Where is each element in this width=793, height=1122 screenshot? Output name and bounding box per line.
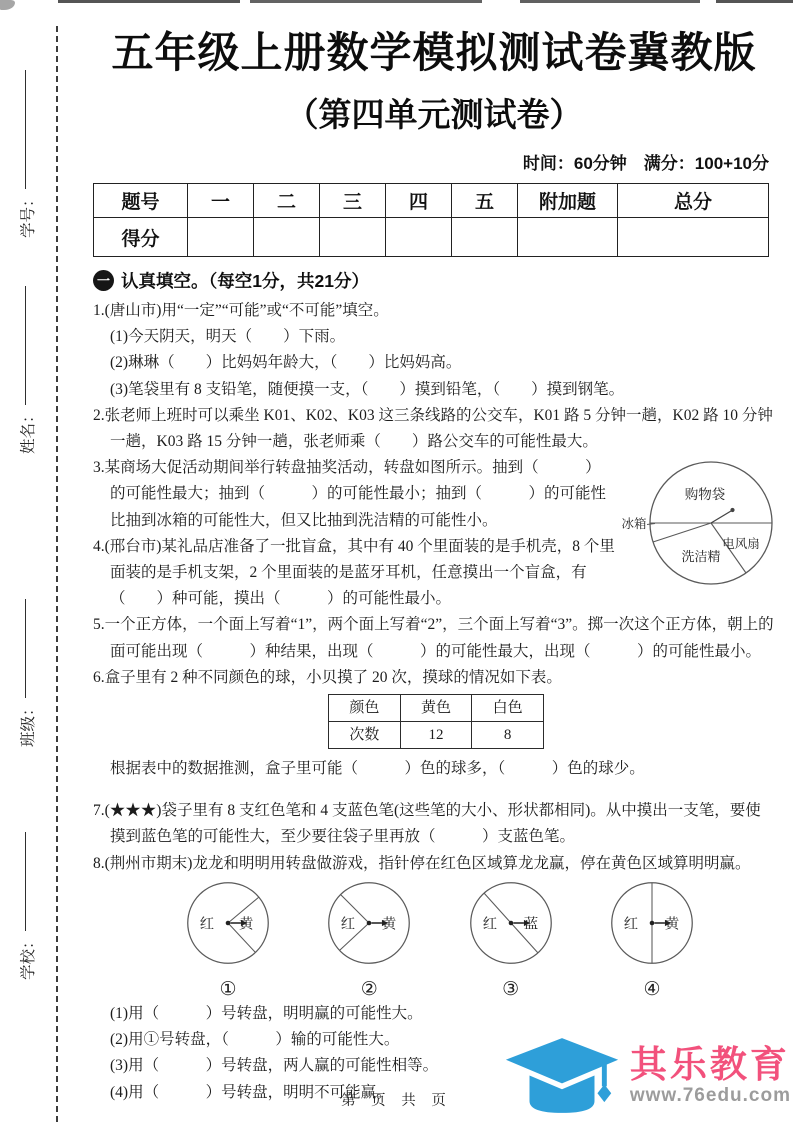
spinner-number: ③	[502, 978, 520, 1000]
question-8: 8.(荆州市期末)龙龙和明明用转盘做游戏，指针停在红色区域算龙龙赢，停在黄色区域算明明赢。	[93, 854, 751, 872]
score-header-cell: 附加题	[518, 184, 618, 218]
score-blank-cell	[518, 218, 618, 257]
score-header-cell: 一	[188, 184, 254, 218]
exam-meta: 时间：60分钟 满分：100+10分	[522, 154, 769, 173]
section-one-header	[93, 268, 775, 293]
fill-in-line	[25, 70, 26, 189]
spinner-figure-3	[465, 877, 557, 1001]
brand-url: www.76edu.com	[629, 1085, 791, 1106]
ball-count-table	[328, 694, 544, 749]
spinner-label-right: 黄	[239, 916, 254, 933]
question-6-conclusion: 根据表中的数据推测，盒子里可能（ ）色的球多，（ ）色的球少。	[110, 760, 645, 778]
score-table	[93, 183, 769, 257]
question-1: 1.(唐山市)用“一定”“可能”或“不可能”填空。	[93, 302, 389, 319]
main-content	[93, 0, 775, 1106]
sidebar-label-school: 学校：	[20, 933, 37, 980]
ball-table-cell: 颜色	[329, 695, 401, 722]
question-2: 2.张老师上班时可以乘坐 K01、K02、K03 这三条线路的公交车，K01 路 5 分钟一趟，K02 路 10 分钟一趟，K03 路 15 分钟一趟，张老师乘（ ）路公交车的可能性最大。	[93, 406, 773, 451]
fill-in-line	[25, 832, 26, 931]
wheel-label-detergent: 洗洁精	[681, 549, 721, 565]
spinner-figure-2	[323, 877, 415, 1001]
sidebar-field-school	[16, 832, 38, 980]
spinner-label-left: 红	[341, 916, 356, 933]
spinner-label-left: 红	[623, 916, 639, 933]
score-header-cell: 题号	[94, 184, 188, 218]
score-blank-cell	[618, 218, 769, 257]
fill-in-line	[25, 599, 26, 698]
question-8-item-2: (2)用①号转盘，（ ）输的可能性大。	[110, 1031, 400, 1049]
ball-table-cell: 12	[400, 722, 472, 749]
brand-logo	[498, 1033, 791, 1118]
spinner-number: ④	[643, 978, 661, 1000]
score-blank-cell	[188, 218, 254, 257]
spinner-label-left: 红	[482, 916, 497, 933]
score-row-label: 得分	[94, 218, 188, 257]
score-header-cell: 三	[320, 184, 386, 218]
spinner-figures-row	[182, 877, 698, 1001]
score-header-cell: 五	[452, 184, 518, 218]
sidebar-label-class: 班级：	[20, 700, 37, 747]
prize-wheel-figure	[621, 455, 775, 597]
paper-title: 五年级上册数学模拟测试卷冀教版	[111, 29, 757, 76]
brand-name: 其乐教育	[629, 1044, 790, 1085]
spinner-label-right: 黄	[664, 916, 680, 933]
questions-3-4-block	[93, 455, 775, 612]
dashed-fold-divider	[56, 26, 58, 1122]
question-list	[93, 298, 775, 1106]
section-title: 认真填空。（每空1分，共21分）	[121, 271, 369, 291]
ball-table-cell: 8	[472, 722, 544, 749]
ball-table-header-row	[329, 695, 544, 722]
question-3: 3.某商场大促活动期间举行转盘抽奖活动，转盘如图所示。抽到（ ）的可能性最大；抽到（ ）的可能性最小；抽到（ ）的可能性比抽到冰箱的可能性大，但又比抽到洗洁精的可能性小。	[93, 459, 607, 529]
scan-artifact	[0, 0, 15, 10]
spinner-figure-1	[182, 877, 274, 1001]
spinner-figure-4	[606, 877, 698, 1001]
brand-text-block	[630, 1046, 791, 1105]
score-header-cell: 二	[254, 184, 320, 218]
sidebar-field-name	[16, 286, 38, 454]
footer-page-label: 第 页 共 页	[341, 1093, 452, 1109]
question-1-item-1: (1)今天阴天，明天（ ）下雨。	[110, 328, 346, 346]
ball-table-cell: 白色	[472, 695, 544, 722]
spinner-number: ②	[360, 978, 378, 1000]
score-header-cell: 四	[386, 184, 452, 218]
ball-table-count-row	[329, 722, 544, 749]
score-blank-cell	[320, 218, 386, 257]
question-5: 5.一个正方体，一个面上写着“1”，两个面上写着“2”，三个面上写着“3”。掷一次这个正方体，朝上的面可能出现（ ）种结果，出现（ ）的可能性最大，出现（ ）的可能性最小。	[93, 616, 774, 660]
ball-table-cell: 黄色	[400, 695, 472, 722]
spinner-label-right: 黄	[382, 916, 397, 933]
spinner-label-right: 蓝	[523, 916, 538, 933]
question-6: 6.盒子里有 2 种不同颜色的球，小贝摸了 20 次，摸球的情况如下表。	[93, 668, 562, 686]
spinner-number: ①	[219, 978, 237, 1000]
sidebar-label-name: 姓名：	[20, 407, 37, 454]
paper-subtitle: （第四单元测试卷）	[285, 96, 583, 133]
score-blank-cell	[254, 218, 320, 257]
score-blank-cell	[452, 218, 518, 257]
question-8-item-4: (4)用（ ）号转盘，明明不可能赢。	[110, 1083, 392, 1101]
score-table-header-row	[94, 184, 769, 218]
question-7: 7.(★★★)袋子里有 8 支红色笔和 4 支蓝色笔(这些笔的大小、形状都相同)。从中摸出一支笔，要使摸到蓝色笔的可能性大，至少要往袋子里再放（ ）支蓝色笔。	[93, 802, 761, 846]
fill-in-line	[25, 286, 26, 405]
question-4: 4.(邢台市)某礼品店准备了一批盲盒，其中有 40 个里面装的是手机壳，8 个里面装的是手机支架，2 个里面装的是蓝牙耳机，任意摸出一个盲盒，有（ ）种可能，摸出（ ）的可能性最小。	[93, 537, 615, 608]
spinner-label-left: 红	[199, 916, 215, 933]
wheel-label-refrigerator: 冰箱	[621, 517, 647, 532]
wheel-label-electric-fan: 电风扇	[722, 537, 760, 552]
score-table-score-row	[94, 218, 769, 257]
ball-table-cell: 次数	[329, 722, 401, 749]
question-8-item-1: (1)用（ ）号转盘，明明赢的可能性大。	[110, 1004, 423, 1022]
section-number-badge: 一	[93, 270, 114, 291]
wheel-label-shopping-bag: 购物袋	[684, 487, 726, 503]
question-1-item-3: (3)笔袋里有 8 支铅笔，随便摸一支，（ ）摸到铅笔，（ ）摸到钢笔。	[110, 380, 625, 398]
graduation-cap-icon	[498, 1033, 626, 1118]
question-8-item-3: (3)用（ ）号转盘，两人赢的可能性相等。	[110, 1057, 439, 1075]
sidebar-label-student-number: 学号：	[20, 191, 37, 238]
sidebar-field-student-number	[16, 70, 38, 238]
score-blank-cell	[386, 218, 452, 257]
question-1-item-2: (2)琳琳（ ）比妈妈年龄大，（ ）比妈妈高。	[110, 354, 462, 372]
score-header-cell: 总分	[618, 184, 769, 218]
wheel-pointer	[711, 511, 731, 523]
sidebar-field-class	[16, 599, 38, 747]
